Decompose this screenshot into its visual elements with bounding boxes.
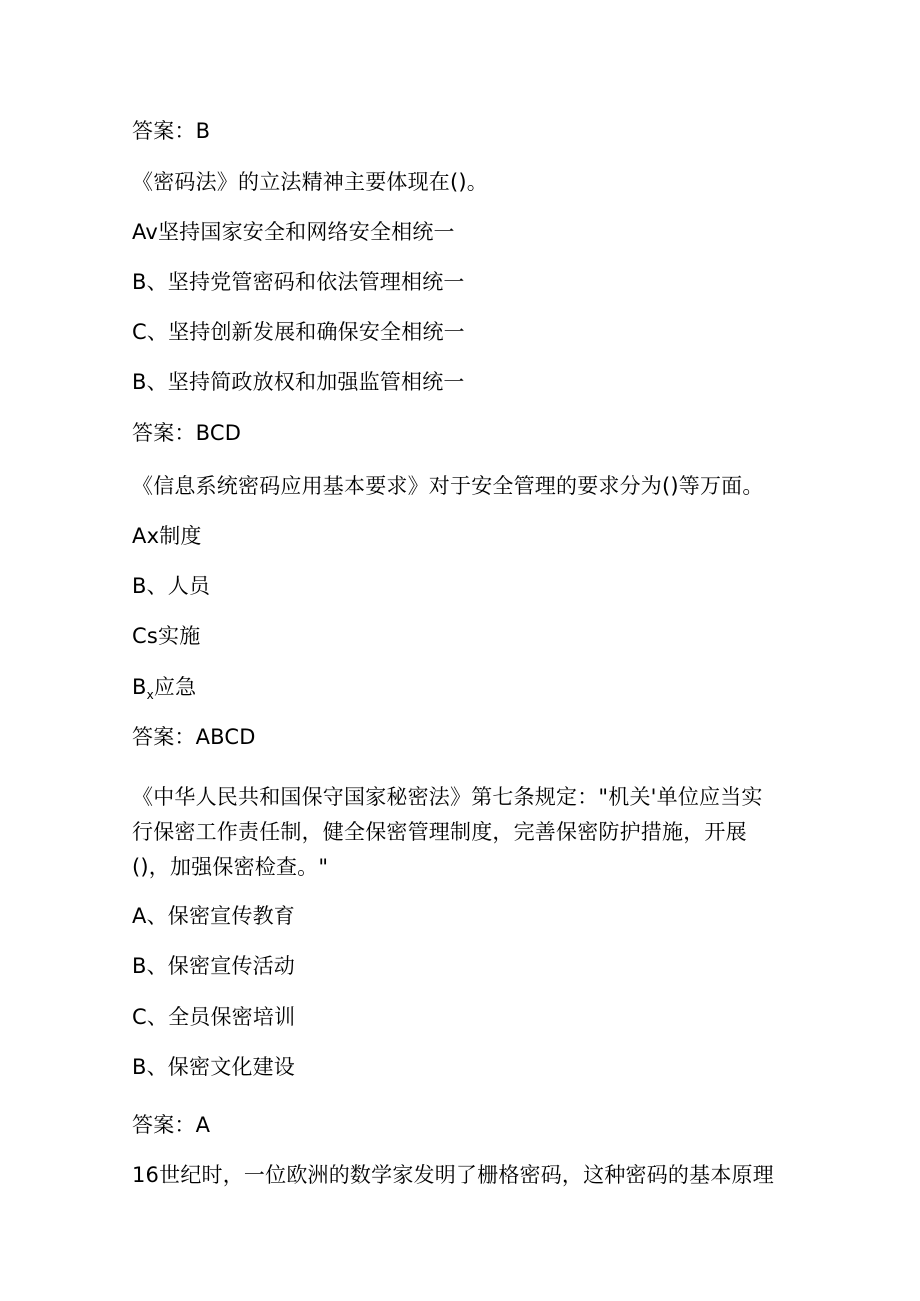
question-text: 16世纪时，一位欧洲的数学家发明了栅格密码，这种密码的基本原理 [132, 1163, 774, 1187]
option-line: B、保密文化建设 [132, 1055, 296, 1079]
option-line [132, 673, 196, 709]
option-prefix-subscript: x [146, 688, 154, 702]
question-text: 《密码法》的立法精神主要体现在()。 [132, 170, 488, 194]
option-line: C、坚持创新发展和确保安全相统一 [132, 320, 465, 344]
option-line: Cs实施 [132, 624, 201, 648]
question-text: 《中华人民共和国保守国家秘密法》第七条规定："机关'单位应当实 [132, 785, 763, 809]
question-text: 《信息系统密码应用基本要求》对于安全管理的要求分为()等万面。 [132, 474, 764, 498]
question-text-continued: ()，加强保密检查。" [132, 855, 329, 879]
option-line: B、人员 [132, 574, 211, 598]
option-text: 应急 [153, 675, 197, 699]
option-line: C、全员保密培训 [132, 1005, 296, 1029]
option-prefix: B [132, 675, 147, 699]
answer-line: 答案：ABCD [132, 725, 256, 749]
answer-line: 答案：B [132, 119, 211, 143]
option-line: Av坚持国家安全和网络安全相统一 [132, 220, 455, 244]
question-text-continued: 行保密工作责任制，健全保密管理制度，完善保密防护措施，开展 [132, 820, 747, 844]
option-line: B、保密宣传活动 [132, 954, 296, 978]
option-line: B、坚持简政放权和加强监管相统一 [132, 370, 465, 394]
answer-line: 答案：BCD [132, 421, 242, 445]
option-line: Ax制度 [132, 524, 202, 548]
option-line: A、保密宣传教育 [132, 904, 295, 928]
option-line: B、坚持党管密码和依法管理相统一 [132, 270, 465, 294]
answer-line: 答案：A [132, 1113, 211, 1137]
